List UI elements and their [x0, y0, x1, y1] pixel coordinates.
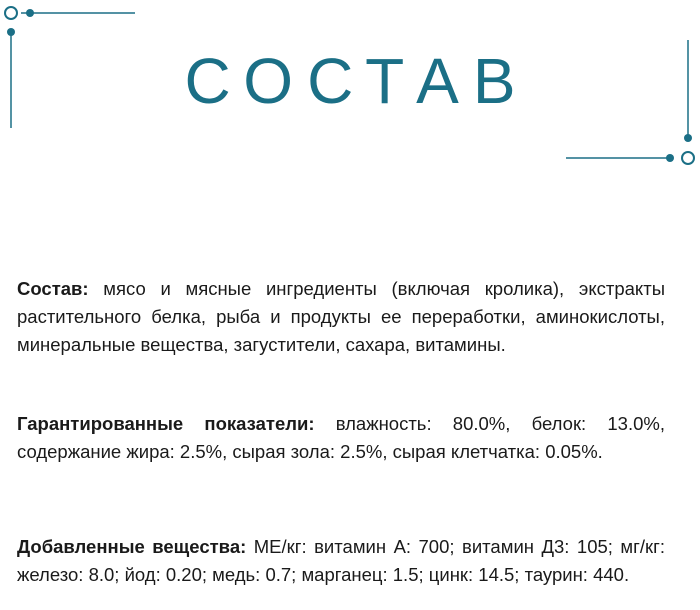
corner-dot: [666, 154, 674, 162]
composition-label: Состав:: [17, 278, 89, 299]
corner-ring-top-left: [5, 7, 17, 19]
corner-dot: [7, 28, 15, 36]
corner-ring-bottom-right: [682, 152, 694, 164]
additives-paragraph: [17, 533, 665, 589]
corner-dot: [26, 9, 34, 17]
guaranteed-values-label: Гарантированные показатели:: [17, 413, 315, 434]
composition-text: мясо и мясные ингредиенты (включая кролика), экстракты растительного белка, рыба и продукты ее переработки, аминокислоты, минеральные вещества, загустители, сахара, витамины.: [17, 278, 665, 355]
additives-text: МЕ/кг: витамин А: 700; витамин Д3: 105; мг/кг: железо: 8.0; йод: 0.20; медь: 0.7; марганец: 1.5; цинк: 14.5; таурин: 440.: [17, 536, 665, 585]
guaranteed-values-text: влажность: 80.0%, белок: 13.0%, содержание жира: 2.5%, сырая зола: 2.5%, сырая клетчатка: 0.05%.: [17, 413, 665, 462]
additives-label: Добавленные вещества:: [17, 536, 247, 557]
page-title: СОСТАВ: [184, 45, 530, 117]
corner-dot: [684, 134, 692, 142]
guaranteed-values-paragraph: [17, 410, 665, 466]
composition-paragraph: [17, 275, 665, 359]
